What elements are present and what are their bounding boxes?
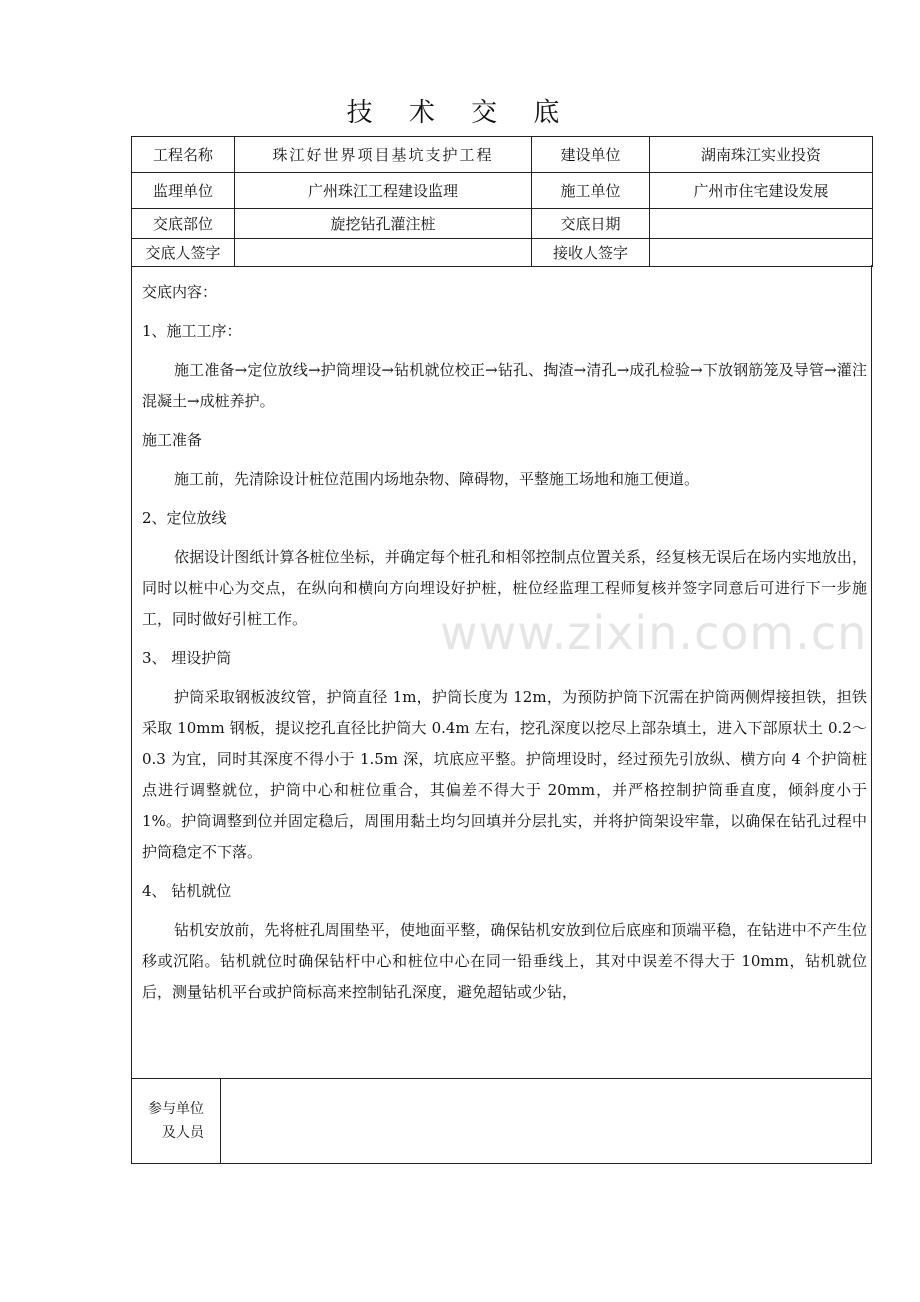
document-title: 技 术 交 底 [346, 98, 574, 128]
label-section: 交底部位 [132, 209, 235, 239]
value-section: 旋挖钻孔灌注桩 [235, 209, 532, 239]
table-row [132, 137, 873, 173]
label-owner: 建设单位 [532, 137, 650, 173]
section-heading: 施工准备 [142, 431, 203, 449]
table-row [132, 173, 873, 209]
value-issuer-signature [235, 239, 532, 267]
participants-box [131, 1078, 872, 1164]
section-heading: 4、 钻机就位 [142, 882, 232, 900]
content-box [131, 265, 872, 1079]
table-row [132, 209, 873, 239]
watermark: www.zixin.com.cn [440, 606, 868, 660]
value-receiver-signature [650, 239, 873, 267]
label-date: 交底日期 [532, 209, 650, 239]
paragraph: 依据设计图纸计算各桩位坐标，并确定每个桩孔和相邻控制点位置关系，经复核无误后在场内实地放出，同时以桩中心为交点，在纵向和横向方向埋设好护桩，桩位经监理工程师复核并签字同意后可进行下一步施工，同时做好引桩工作。 [142, 548, 867, 628]
paragraph: 护筒采取钢板波纹管，护筒直径 1m，护筒长度为 12m，为预防护筒下沉需在护筒两侧焊接担铁，担铁采取 10mm 钢板，提议挖孔直径比护筒大 0.4m 左右，挖孔深度以挖尽上部杂填土，进入下部原状土 0.2～0.3 为宜，同时其深度不得小于 1.5m 深，坑底应平整。护筒埋设时，经过预先引放纵、横方向 4 个护筒桩点进行调整就位，护筒中心和桩位重合，其偏差不得大于 20mm，并严格控制护筒垂直度，倾斜度小于 1%。护筒调整到位并固定稳后，周围用黏土均匀回填并分层扎实，并将护筒架设牢靠，以确保在钻孔过程中护筒稳定不下落。 [142, 688, 867, 861]
value-project-name: 珠江好世界项目基坑支护工程 [235, 137, 532, 173]
info-table [131, 136, 873, 267]
value-contractor: 广州市住宅建设发展 [650, 173, 873, 209]
section-heading: 2、定位放线 [142, 509, 227, 527]
content-heading: 交底内容： [142, 283, 218, 301]
participants-label-line2: 及人员 [162, 1125, 204, 1141]
label-contractor: 施工单位 [532, 173, 650, 209]
value-supervisor: 广州珠江工程建设监理 [235, 173, 532, 209]
participants-label [132, 1079, 221, 1163]
label-supervisor: 监理单位 [132, 173, 235, 209]
section-heading: 1、施工工序： [142, 322, 242, 340]
label-project-name: 工程名称 [132, 137, 235, 173]
paragraph: 施工前，先清除设计桩位范围内场地杂物、障碍物，平整施工场地和施工便道。 [174, 470, 700, 488]
label-receiver-signature: 接收人签字 [532, 239, 650, 267]
paragraph: 钻机安放前，先将桩孔周围垫平，使地面平整，确保钻机安放到位后底座和顶端平稳，在钻进中不产生位移或沉陷。钻机就位时确保钻杆中心和桩位中心在同一铅垂线上，其对中误差不得大于 10mm，钻机就位后，测量钻机平台或护筒标高来控制钻孔深度，避免超钻或少钻， [142, 921, 867, 1001]
table-row [132, 239, 873, 267]
participants-label-line1: 参与单位 [148, 1101, 204, 1117]
section-heading: 3、 埋设护筒 [142, 649, 232, 667]
label-issuer-signature: 交底人签字 [132, 239, 235, 267]
value-owner: 湖南珠江实业投资 [650, 137, 873, 173]
value-date [650, 209, 873, 239]
paragraph: 施工准备→定位放线→护筒埋设→钻机就位校正→钻孔、掏渣→清孔→成孔检验→下放钢筋笼及导管→灌注混凝土→成桩养护。 [142, 361, 867, 410]
